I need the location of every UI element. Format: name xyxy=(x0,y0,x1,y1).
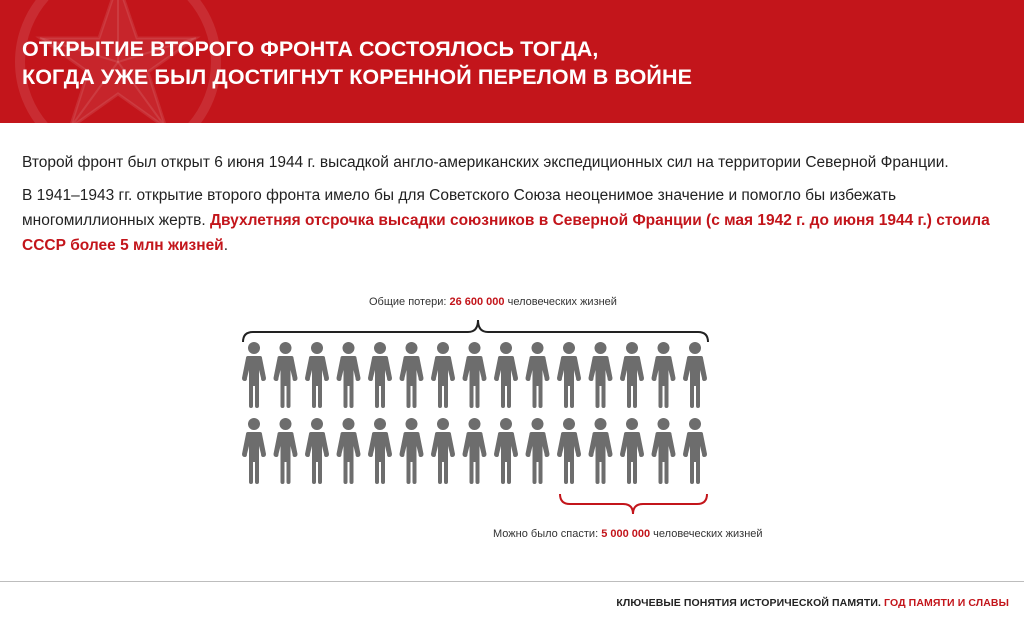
page-title-line-2: КОГДА УЖЕ БЫЛ ДОСТИГНУТ КОРЕННОЙ ПЕРЕЛОМ В ВОЙНЕ xyxy=(22,65,693,89)
intro-paragraph: Второй фронт был открыт 6 июня 1944 г. высадкой англо-американских экспедиционных сил на территории Северной Франции. xyxy=(22,154,949,171)
person-icon xyxy=(431,342,455,408)
losses-paragraph-end: . xyxy=(223,237,229,254)
person-icon xyxy=(305,418,329,484)
saved-lives-suffix: человеческих жизней xyxy=(650,528,763,540)
person-icon xyxy=(274,418,298,484)
total-losses-prefix: Общие потери: xyxy=(369,296,450,308)
total-losses-suffix: человеческих жизней xyxy=(504,296,617,308)
saved-lives-value: 5 000 000 xyxy=(601,528,651,540)
saved-brace xyxy=(560,494,707,514)
person-icon xyxy=(526,418,550,484)
person-icon xyxy=(463,342,487,408)
footer-caption xyxy=(616,597,1009,609)
person-icon xyxy=(242,342,266,408)
saved-lives-prefix: Можно было спасти: xyxy=(493,528,602,540)
person-icon xyxy=(652,342,676,408)
person-icon xyxy=(274,342,298,408)
person-icon xyxy=(242,418,266,484)
page-title-line-1: ОТКРЫТИЕ ВТОРОГО ФРОНТА СОСТОЯЛОСЬ ТОГДА, xyxy=(22,37,599,61)
person-icon xyxy=(526,342,550,408)
person-icon xyxy=(337,418,361,484)
footer-divider xyxy=(0,581,1024,582)
total-brace xyxy=(243,320,708,342)
saved-lives-caption xyxy=(493,528,763,540)
person-icon xyxy=(620,342,644,408)
person-icon xyxy=(683,418,707,484)
footer-highlight: ГОД ПАМЯТИ И СЛАВЫ xyxy=(884,597,1009,609)
person-figures xyxy=(242,342,707,484)
person-icon xyxy=(620,418,644,484)
person-icon xyxy=(652,418,676,484)
person-icon xyxy=(557,342,581,408)
person-icon xyxy=(463,418,487,484)
losses-highlight: Двухлетняя отсрочка высадки союзников в Северной Франции (с мая 1942 г. до июня 1944 г.) стоила СССР более 5 млн жизней xyxy=(22,212,990,254)
person-icon xyxy=(557,418,581,484)
person-icon xyxy=(589,418,613,484)
person-icon xyxy=(494,342,518,408)
person-icon xyxy=(431,418,455,484)
total-losses-value: 26 600 000 xyxy=(449,296,505,308)
person-icon xyxy=(305,342,329,408)
person-icon xyxy=(368,342,392,408)
person-icon xyxy=(494,418,518,484)
person-icon xyxy=(400,418,424,484)
person-icon xyxy=(589,342,613,408)
person-icon xyxy=(368,418,392,484)
footer-text: КЛЮЧЕВЫЕ ПОНЯТИЯ ИСТОРИЧЕСКОЙ ПАМЯТИ. xyxy=(616,597,882,609)
person-icon xyxy=(400,342,424,408)
person-icon xyxy=(337,342,361,408)
losses-paragraph-text: В 1941–1943 гг. открытие второго фронта имело бы для Советского Союза неоценимое значение и помогло бы избежать многомиллионных жертв. xyxy=(22,187,897,229)
person-icon xyxy=(683,342,707,408)
